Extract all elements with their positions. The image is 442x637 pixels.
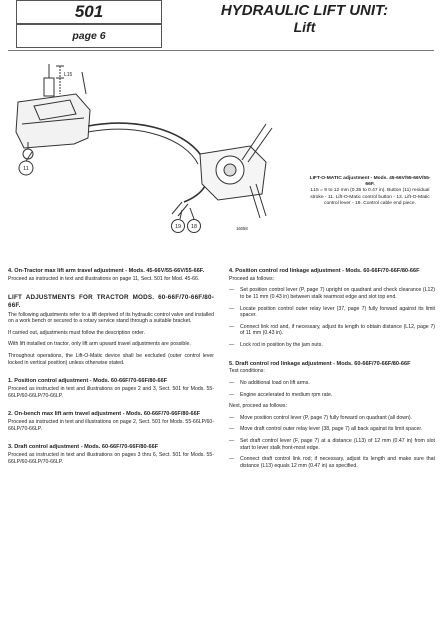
figure-caption: [306, 176, 434, 207]
page-title: [175, 2, 434, 36]
list-item: — No additional load on lift arms.: [229, 380, 435, 387]
list-item: — Connect draft control link rod; if necessary, adjust its length and make sure that distance (L13) equals 12 mm (0.47 in) as specified.: [229, 456, 435, 469]
right-column: [229, 268, 435, 474]
list-item: — Engine accelerated to medium rpm rate.: [229, 392, 435, 399]
section-4-intro: Proceed as follows:: [229, 275, 274, 282]
section-3-title: 3. Draft control adjustment - Mods. 60-66F/70-66F/80-66F: [8, 444, 159, 451]
label-18: 18: [190, 224, 198, 230]
para-1: The following adjustments refer to a lift deprived of its hydraulic control valve and installed on a work bench or secured to a rotary service stand through a suitable bracket.: [8, 311, 214, 325]
list-item: — Locate position control outer relay lever (37, page 7) fully forward against its limit spacer.: [229, 306, 435, 319]
section-5-conditions: Test conditions:: [229, 368, 265, 375]
section-5-title: 5. Draft control rod linkage adjustment - Mods. 60-66F/70-66F/80-66F: [229, 360, 411, 367]
page-number: page 6: [16, 24, 162, 48]
section-5-conditions-list: [229, 380, 435, 398]
para-4: Throughout operations, the Lift-O-Matic device shall be excluded (outer control lever locked in vertical position) unless otherwise stated.: [8, 352, 214, 366]
label-11: 11: [23, 166, 29, 172]
para-2: If carried out, adjustments must follow the description order.: [8, 329, 145, 336]
section-number: 501: [16, 0, 162, 24]
caption-title: LIFT-O-MATIC adjustment - Mods. 45-66V/55-66V/55-66F.: [309, 176, 431, 188]
section-5-steps: [229, 415, 435, 470]
label-l15: L15: [64, 72, 73, 78]
list-item: — Move position control lever (P, page 7) fully forward on quadrant (all down).: [229, 415, 435, 422]
section-3-body: Proceed as instructed in text and illustrations on pages 3 thru 6, Sect. 501 for Mods. 55-66LP/60-66LP/70-66LP.: [8, 451, 214, 465]
header-divider: [8, 50, 434, 51]
figure-code: 16058: [236, 226, 248, 231]
section-2-body: Proceed as instructed in text and illustrations on page 2, Sect. 501 for Mods. 55-66LP/60-66LP/70-66LP.: [8, 418, 214, 432]
section-2-title: 2. On-bench max lift arm travel adjustment - Mods. 60-66F/70-66F/80-66F: [8, 411, 201, 418]
section-1-title: 1. Position control adjustment - Mods. 60-66F/70-66F/80-66F: [8, 378, 168, 385]
list-item: — Lock rod in position by the jam nuts.: [229, 342, 435, 349]
list-item: — Set position control lever (P, page 7) upright on quadrant and check clearance (L12) to be 11 mm (0.43 in) between stalk rearmost edge and slot top end.: [229, 287, 435, 300]
title-line-1: HYDRAULIC LIFT UNIT:: [220, 2, 389, 19]
section-4-steps: [229, 287, 435, 348]
list-item: — Connect link rod and, if necessary, adjust its length to obtain distance (L12, page 7) of 11 mm (0.43 in).: [229, 324, 435, 337]
header-left: [8, 0, 154, 48]
section-4-title-left: 4. On-Tractor max lift arm travel adjustment - Mods. 45-66V/55-66V/55-66F.: [8, 268, 205, 274]
list-item: — Move draft control outer relay lever (38, page 7) all back against its limit spacer.: [229, 426, 435, 433]
lift-adjustments-heading: LIFT ADJUSTMENTS FOR TRACTOR MODS. 60-66F/70-66F/80-66F.: [8, 294, 214, 309]
left-column: [8, 268, 214, 470]
para-3: With lift installed on tractor, only lift arm upward travel adjustments are possible.: [8, 341, 191, 348]
list-item: — Set draft control lever (F, page 7) at a distance (L13) of 12 mm (0.47 in) from slot start to lever stalk front-most edge.: [229, 438, 435, 451]
section-4-title-right: 4. Position control rod linkage adjustment - Mods. 60-66F/70-66F/80-66F: [229, 268, 420, 274]
lift-o-matic-illustration: [4, 54, 304, 254]
label-19: 19: [174, 224, 182, 230]
section-1-body: Proceed as instructed in text and illustrations on pages 2 and 3, Sect. 501 for Mods. 55-66LP/60-66LP/70-66LP.: [8, 385, 214, 399]
section-4-body-left: Proceed as instructed in text and illustrations on page 11, Sect. 501 for Mod. 45-66.: [8, 275, 200, 282]
caption-body: L15 = 9 to 12 mm (0.35 to 0.47 in). Button (11) residual stroke - 11. Lift-O-Matic control button - 13. Lift-O-Matic control lever - 19. Control cable end piece.: [310, 188, 430, 206]
section-5-next: Next, proceed as follows:: [229, 403, 287, 410]
title-line-2: Lift: [293, 19, 316, 35]
